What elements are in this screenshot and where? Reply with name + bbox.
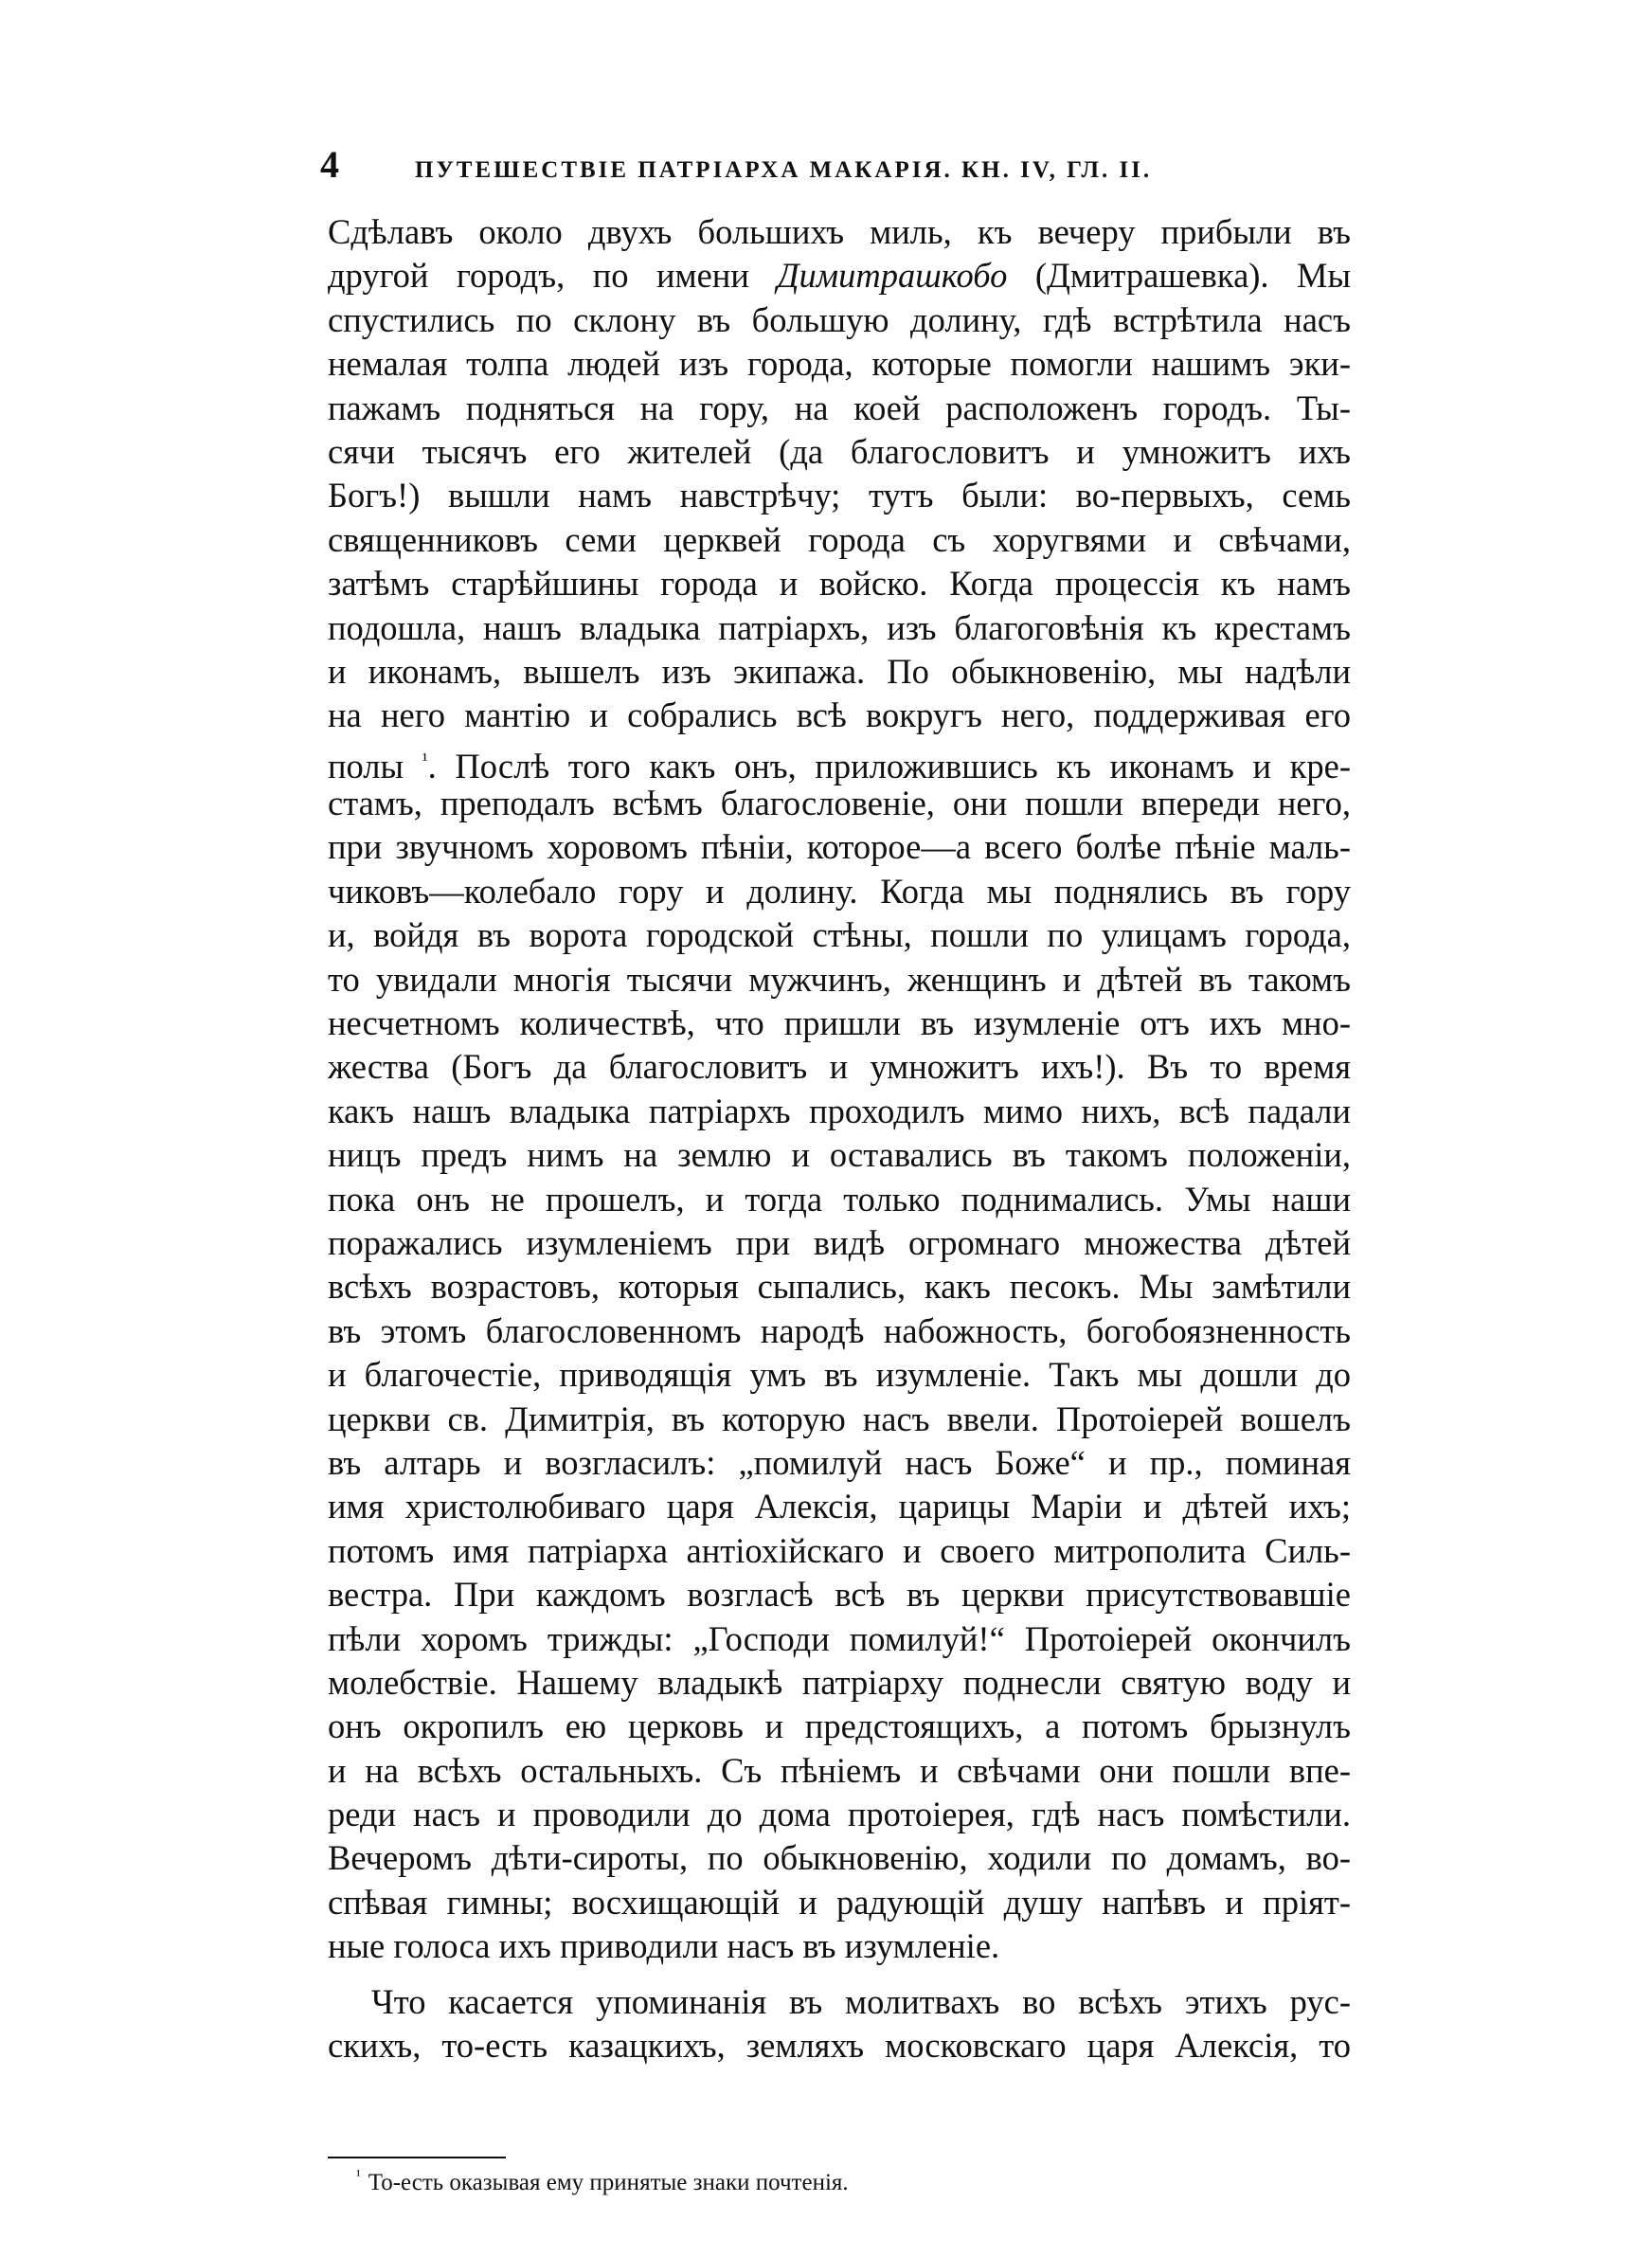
text-line: вестра. При каждомъ возгласѣ всѣ въ церкви присутствовавшіе <box>328 1575 1351 1615</box>
text-line: Что касается упоминанія въ молитвахъ во всѣхъ этихъ рус- <box>371 1981 1351 2021</box>
text-line: имя христолюбиваго царя Алексія, царицы Маріи и дѣтей ихъ; <box>328 1487 1351 1526</box>
text-line: въ этомъ благословенномъ народѣ набожность, богобоязненность <box>328 1310 1351 1350</box>
text-line: Богъ!) вышли намъ навстрѣчу; тутъ были: во-первыхъ, семь <box>328 476 1351 515</box>
text-line <box>328 254 1351 298</box>
text-fragment: (Дмитрашевка). Мы <box>1034 256 1351 296</box>
text-line: Вечеромъ дѣти-сироты, по обыкновенію, ходили по домамъ, во- <box>328 1838 1351 1878</box>
paragraph-gap <box>328 1969 1351 1980</box>
text-line: стамъ, преподалъ всѣмъ благословеніе, они пошли впереди него, <box>328 784 1351 823</box>
footnote-mark: ¹ <box>356 2168 361 2184</box>
text-line: Сдѣлавъ около двухъ большихъ миль, къ вечеру прибыли въ <box>328 212 1351 251</box>
text-fragment: полы <box>328 746 404 785</box>
text-line: ные голоса ихъ приводили насъ въ изумленіе. <box>328 1926 1000 1966</box>
running-head <box>320 142 1230 190</box>
place-name-italic: Димитрашкобо <box>777 256 1008 296</box>
text-line: немалая толпа людей изъ города, которые помогли нашимъ эки- <box>328 344 1351 384</box>
text-line: онъ окропилъ ею церковь и предстоящихъ, а потомъ брызнулъ <box>328 1706 1351 1746</box>
page-number: 4 <box>320 143 339 186</box>
text-line: въ алтарь и возгласилъ: „помилуй насъ Боже“ и пр., поминая <box>328 1442 1351 1482</box>
text-line: и на всѣхъ остальныхъ. Съ пѣніемъ и свѣчами они пошли впе- <box>328 1750 1351 1790</box>
text-line: сячи тысячъ его жителей (да благословитъ и умножитъ ихъ <box>328 431 1351 471</box>
text-line: поражались изумленіемъ при видѣ огромнаго множества дѣтей <box>328 1222 1351 1262</box>
text-line: пѣли хоромъ трижды: „Господи помилуй!“ Протоіерей окончилъ <box>328 1618 1351 1658</box>
footnote-reference: ¹ <box>422 749 428 770</box>
text-line: церкви св. Димитрія, въ которую насъ ввели. Протоіерей вошелъ <box>328 1399 1351 1438</box>
text-line: и, войдя въ ворота городской стѣны, пошли по улицамъ города, <box>328 915 1351 955</box>
text-line: спѣвая гимны; восхищающій и радующій душу напѣвъ и пріят- <box>328 1882 1351 1922</box>
text-line: священниковъ семи церквей города съ хоругвями и свѣчами, <box>328 519 1351 559</box>
text-fragment: . Послѣ того какъ онъ, приложившись къ иконамъ и кре- <box>427 746 1351 785</box>
running-title: ПУТЕШЕСТВІЕ ПАТРІАРХА МАКАРІЯ. КН. IV, ГЛ. II. <box>415 157 1153 183</box>
text-line: потомъ имя патріарха антіохійскаго и своего митрополита Силь- <box>328 1530 1351 1570</box>
text-line: пажамъ подняться на гору, на коей расположенъ городъ. Ты- <box>328 388 1351 427</box>
body-text <box>328 210 1351 2067</box>
text-line: при звучномъ хоровомъ пѣніи, которое—а всего болѣе пѣніе маль- <box>328 827 1351 867</box>
text-line: чиковъ—колебало гору и долину. Когда мы поднялись въ гору <box>328 871 1351 911</box>
text-line: какъ нашъ владыка патріархъ проходилъ мимо нихъ, всѣ падали <box>328 1091 1351 1130</box>
text-line: жества (Богъ да благословитъ и умножитъ ихъ!). Въ то время <box>328 1047 1351 1087</box>
text-line: скихъ, то-есть казацкихъ, земляхъ московскаго царя Алексія, то <box>328 2026 1351 2066</box>
text-line: подошла, нашъ владыка патріархъ, изъ благоговѣнія къ крестамъ <box>328 607 1351 647</box>
footnote-rule <box>328 2157 506 2158</box>
text-line <box>328 738 1351 785</box>
text-line: спустились по склону въ большую долину, гдѣ встрѣтила насъ <box>328 299 1351 339</box>
text-line: ницъ предъ нимъ на землю и оставались въ такомъ положеніи, <box>328 1135 1351 1175</box>
text-line: затѣмъ старѣйшины города и войско. Когда процессія къ намъ <box>328 564 1351 604</box>
footnote-text: То-есть оказывая ему принятые знаки почтенія. <box>368 2170 849 2195</box>
text-fragment: другой городъ, по имени <box>328 256 749 296</box>
text-line: реди насъ и проводили до дома протоіерея, гдѣ насъ помѣстили. <box>328 1795 1351 1834</box>
text-line: всѣхъ возрастовъ, которыя сыпались, какъ песокъ. Мы замѣтили <box>328 1267 1351 1307</box>
text-line: то увидали многія тысячи мужчинъ, женщинъ и дѣтей въ такомъ <box>328 959 1351 999</box>
text-line: несчетномъ количествѣ, что пришли въ изумленіе отъ ихъ мно- <box>328 1003 1351 1043</box>
text-line: и иконамъ, вышелъ изъ экипажа. По обыкновенію, мы надѣли <box>328 651 1351 691</box>
text-line: молебствіе. Нашему владыкѣ патріарху поднесли святую воду и <box>328 1662 1351 1702</box>
footnote <box>356 2161 849 2198</box>
text-line: и благочестіе, приводящія умъ въ изумленіе. Такъ мы дошли до <box>328 1355 1351 1395</box>
text-line: пока онъ не прошелъ, и тогда только поднимались. Умы наши <box>328 1179 1351 1219</box>
text-line: на него мантію и собрались всѣ вокругъ него, поддерживая его <box>328 695 1351 735</box>
